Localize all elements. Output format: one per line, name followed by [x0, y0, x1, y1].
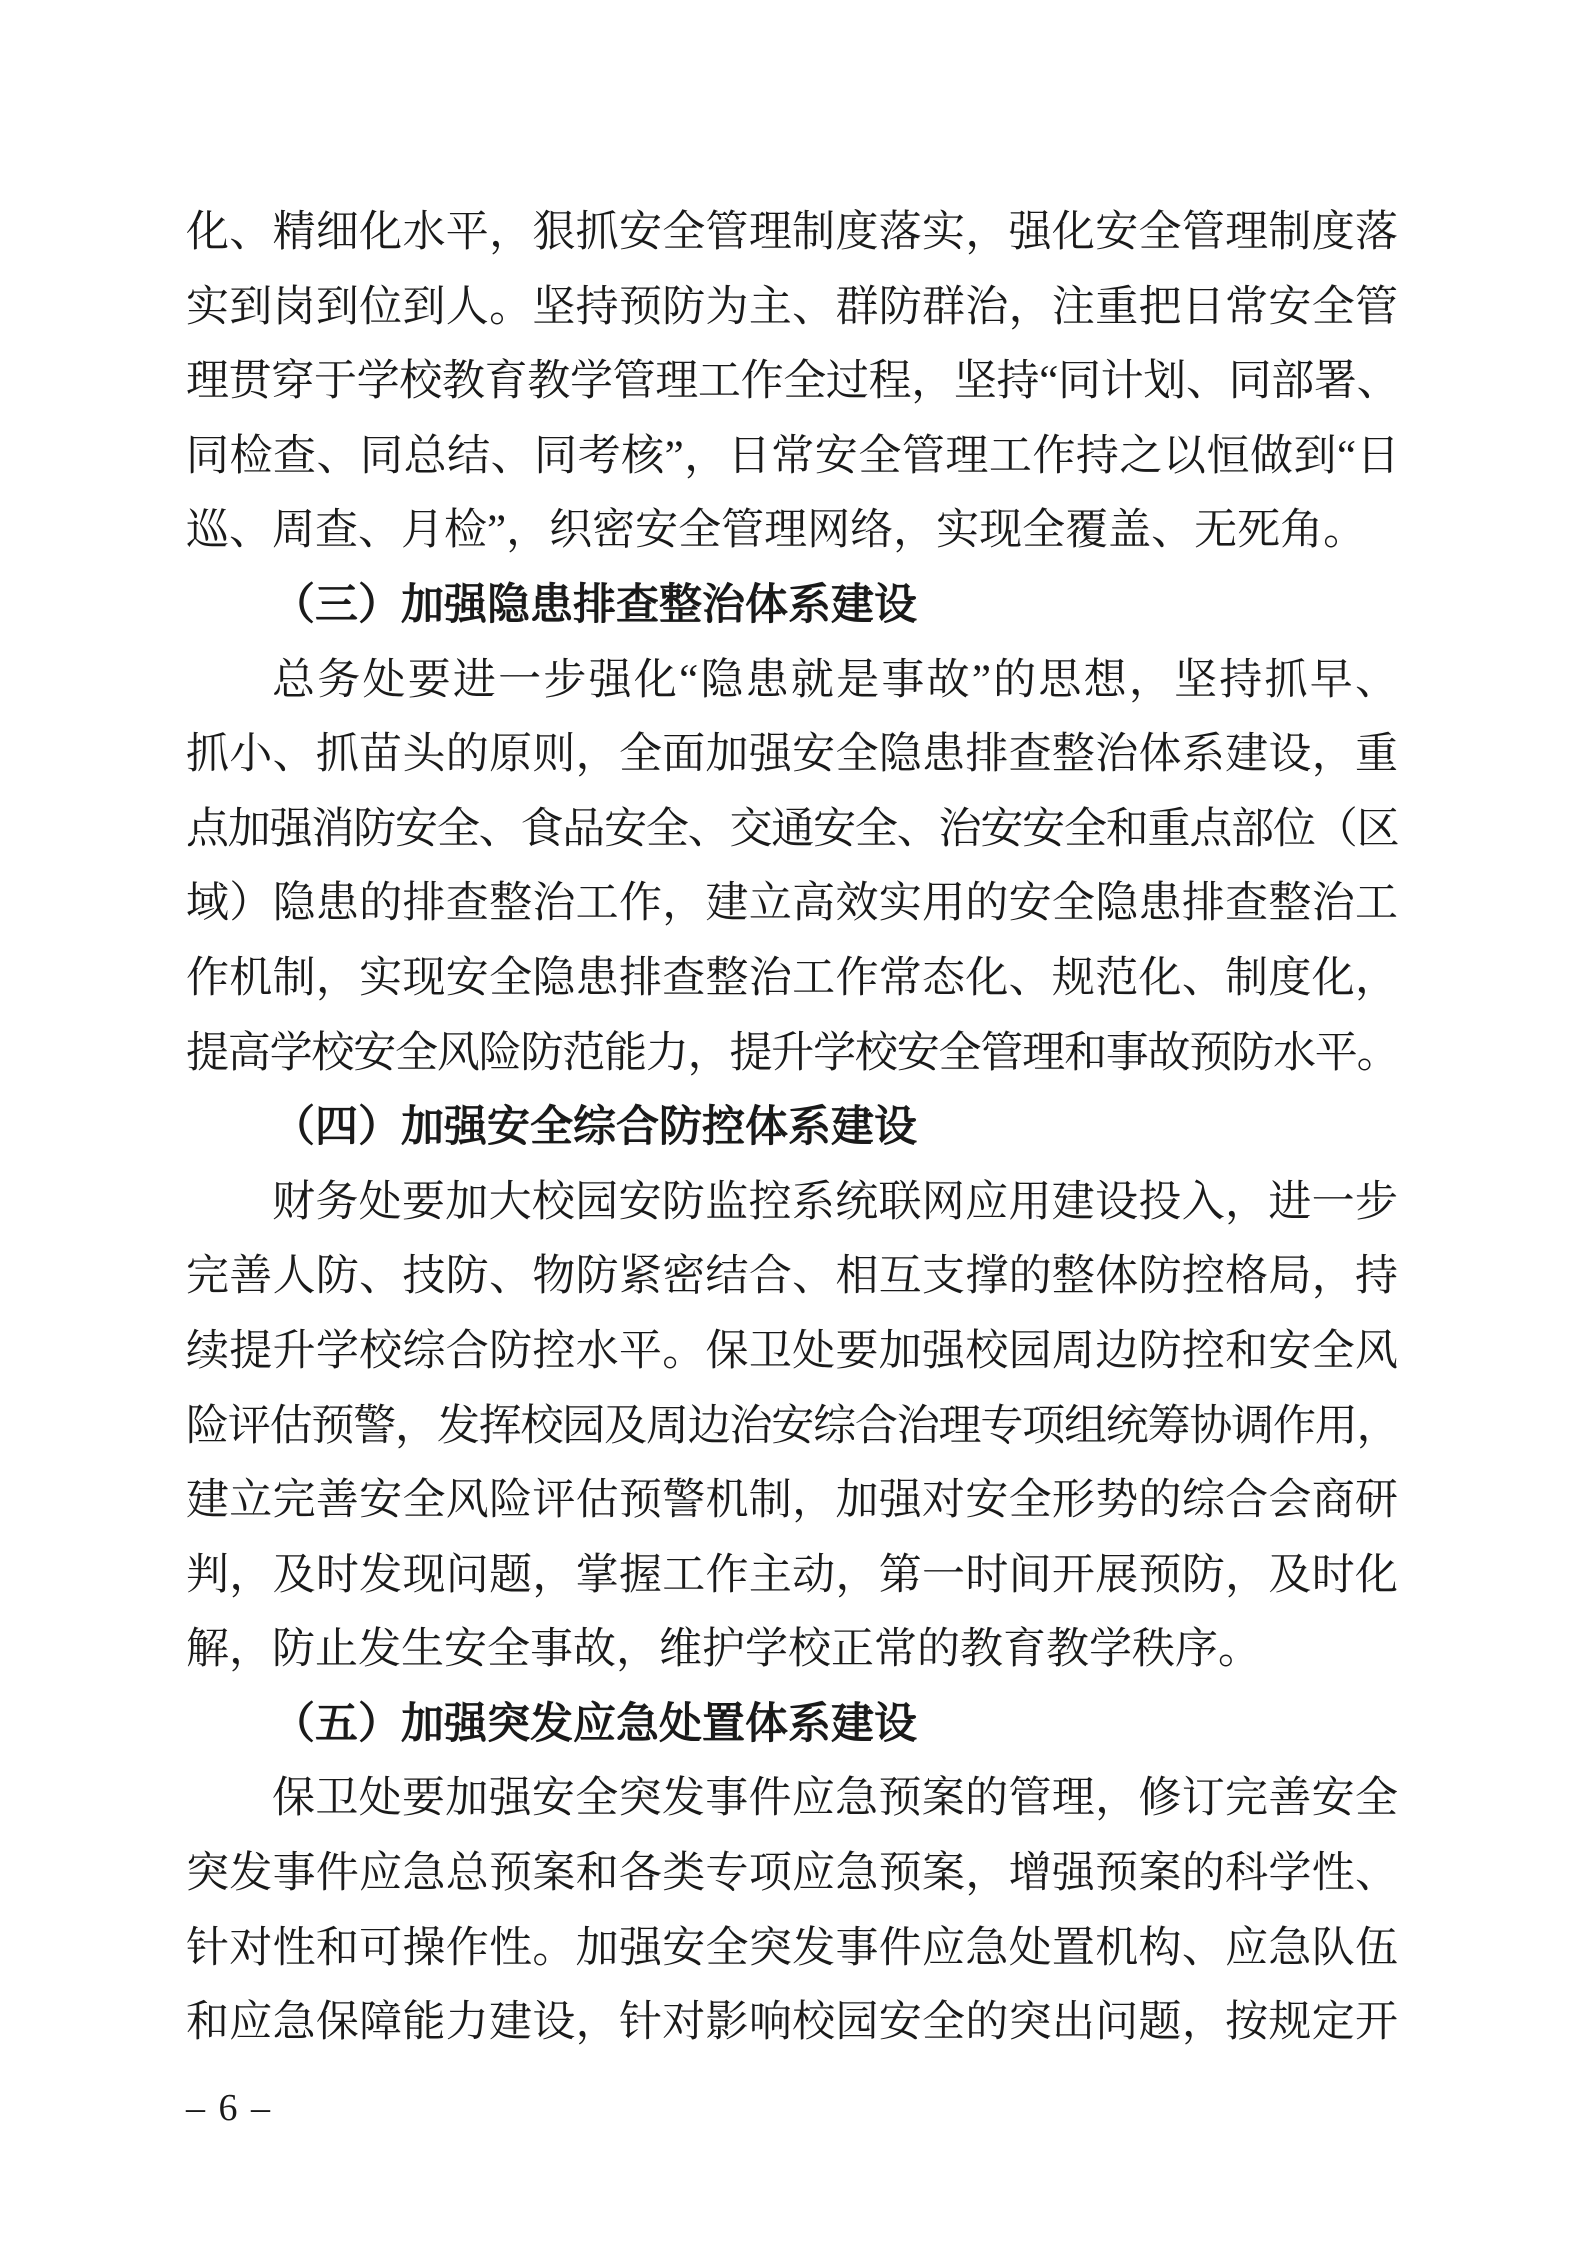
body-line: 险评估预警，发挥校园及周边治安综合治理专项组统筹协调作用，: [186, 1402, 1398, 1450]
body-line: 保卫处要加强安全突发事件应急预案的管理，修订完善安全: [272, 1775, 1398, 1823]
body-line: 针对性和可操作性。加强安全突发事件应急处置机构、应急队伍: [186, 1924, 1398, 1972]
body-line: 点加强消防安全、食品安全、交通安全、治安安全和重点部位（区: [186, 805, 1398, 853]
body-line: 建立完善安全风险评估预警机制，加强对安全形势的综合会商研: [186, 1477, 1398, 1525]
body-line: 解，防止发生安全事故，维护学校正常的教育教学秩序。: [186, 1626, 1261, 1674]
page-number: – 6 –: [186, 2087, 272, 2129]
body-line: 作机制，实现安全隐患排查整治工作常态化、规范化、制度化，: [186, 954, 1398, 1002]
body-line: 域）隐患的排查整治工作，建立高效实用的安全隐患排查整治工: [186, 880, 1398, 928]
document-body: [186, 196, 1398, 2061]
section-heading-4: （四）加强安全综合防控体系建设: [272, 1104, 917, 1152]
body-line: 总务处要进一步强化“隐患就是事故”的思想，坚持抓早、: [272, 656, 1398, 704]
body-line: 突发事件应急总预案和各类专项应急预案，增强预案的科学性、: [186, 1850, 1398, 1898]
body-line: 抓小、抓苗头的原则，全面加强安全隐患排查整治体系建设，重: [186, 731, 1398, 779]
body-line: 财务处要加大校园安防监控系统联网应用建设投入，进一步: [272, 1178, 1398, 1226]
body-line: 理贯穿于学校教育教学管理工作全过程，坚持“同计划、同部署、: [186, 358, 1398, 406]
body-line: 完善人防、技防、物防紧密结合、相互支撑的整体防控格局，持: [186, 1253, 1398, 1301]
body-line: 实到岗到位到人。坚持预防为主、群防群治，注重把日常安全管: [186, 283, 1398, 331]
body-line: 化、精细化水平，狠抓安全管理制度落实，强化安全管理制度落: [186, 209, 1398, 256]
body-line: 和应急保障能力建设，针对影响校园安全的突出问题，按规定开: [186, 1999, 1398, 2047]
body-line: 续提升学校综合防控水平。保卫处要加强校园周边防控和安全风: [186, 1327, 1398, 1375]
body-line: 同检查、同总结、同考核”，日常安全管理工作持之以恒做到“日: [186, 432, 1398, 480]
body-line: 判，及时发现问题，掌握工作主动，第一时间开展预防，及时化: [186, 1551, 1398, 1599]
section-heading-5: （五）加强突发应急处置体系建设: [272, 1700, 917, 1748]
body-line: 提高学校安全风险防范能力，提升学校安全管理和事故预防水平。: [186, 1029, 1398, 1077]
body-line: 巡、周查、月检”，织密安全管理网络，实现全覆盖、无死角。: [186, 507, 1367, 555]
section-heading-3: （三）加强隐患排查整治体系建设: [272, 581, 917, 629]
